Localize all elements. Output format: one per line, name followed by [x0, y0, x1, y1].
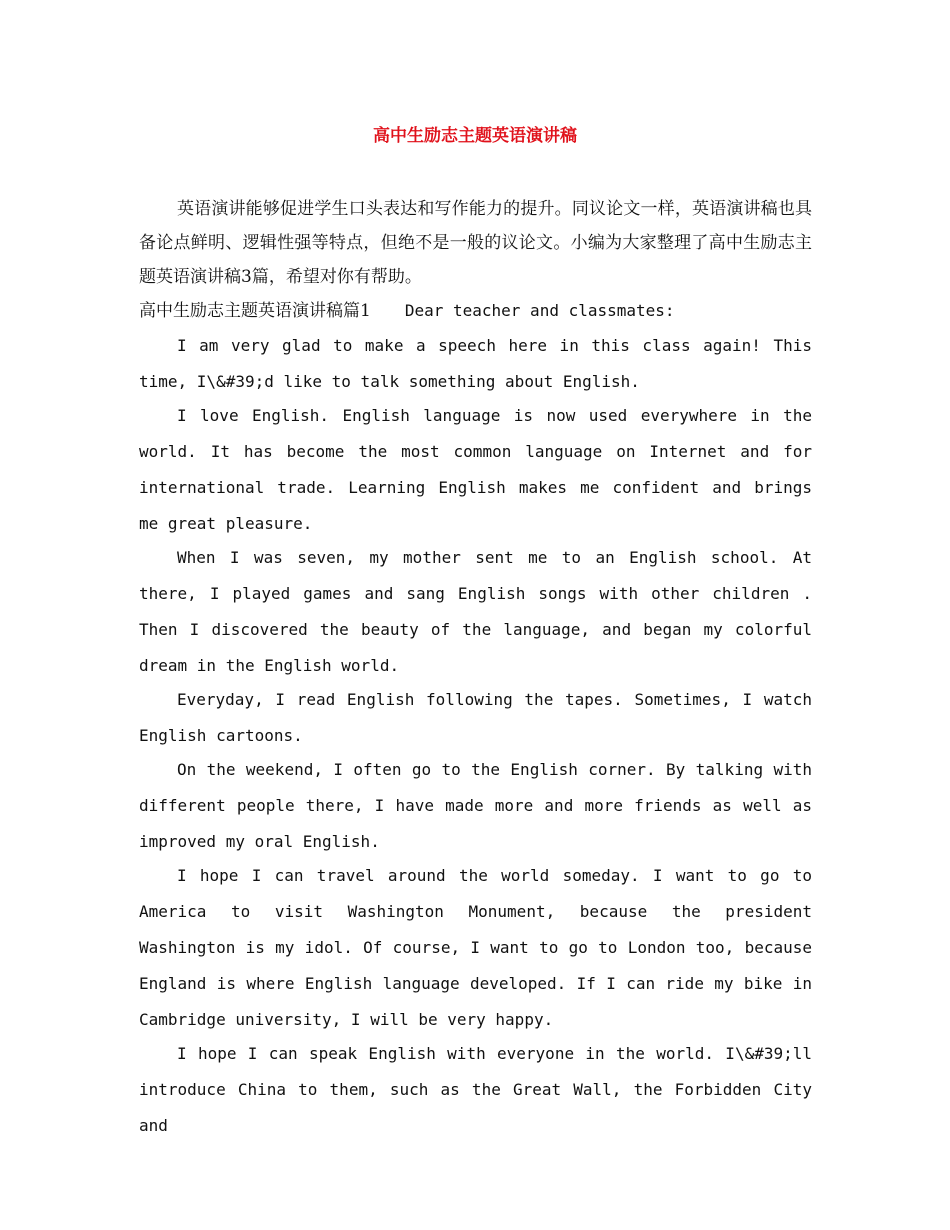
speech-paragraph-2: I love English. English language is now used everywhere in the world. It has become the most common language on Internet and for international trade. Learning English makes me confident and brings me great pleasure.	[139, 406, 812, 533]
intro-paragraph: 英语演讲能够促进学生口头表达和写作能力的提升。同议论文一样，英语演讲稿也具备论点鲜明、逻辑性强等特点，但绝不是一般的议论文。小编为大家整理了高中生励志主题英语演讲稿3篇，希望对你有帮助。	[139, 199, 812, 287]
greeting: Dear teacher and classmates:	[404, 301, 675, 320]
speech-paragraph-4: Everyday, I read English following the tapes. Sometimes, I watch English cartoons.	[139, 690, 812, 745]
section-heading: 高中生励志主题英语演讲稿篇1	[139, 301, 371, 321]
document-title: 高中生励志主题英语演讲稿	[373, 126, 577, 146]
speech-paragraph-6: I hope I can travel around the world someday. I want to go to America to visit Washington Monument, because the president Washington is my idol. Of course, I want to go to London too, because England is where English language developed. If I can ride my bike in Cambridge university, I will be very happy.	[139, 866, 812, 1029]
section-heading-line	[139, 294, 812, 328]
speech-paragraph-3: When I was seven, my mother sent me to an English school. At there, I played games and sang English songs with other children . Then I discovered the beauty of the language, and began my colorful dream in the English world.	[139, 548, 812, 675]
speech-paragraph-1: I am very glad to make a speech here in this class again! This time, I\&#39;d like to talk something about English.	[139, 336, 812, 391]
document-body	[139, 192, 812, 1144]
speech-paragraph-7: I hope I can speak English with everyone in the world. I\&#39;ll introduce China to them, such as the Great Wall, the Forbidden City and	[139, 1044, 812, 1135]
speech-paragraph-5: On the weekend, I often go to the English corner. By talking with different people there, I have made more and more friends as well as improved my oral English.	[139, 760, 812, 851]
